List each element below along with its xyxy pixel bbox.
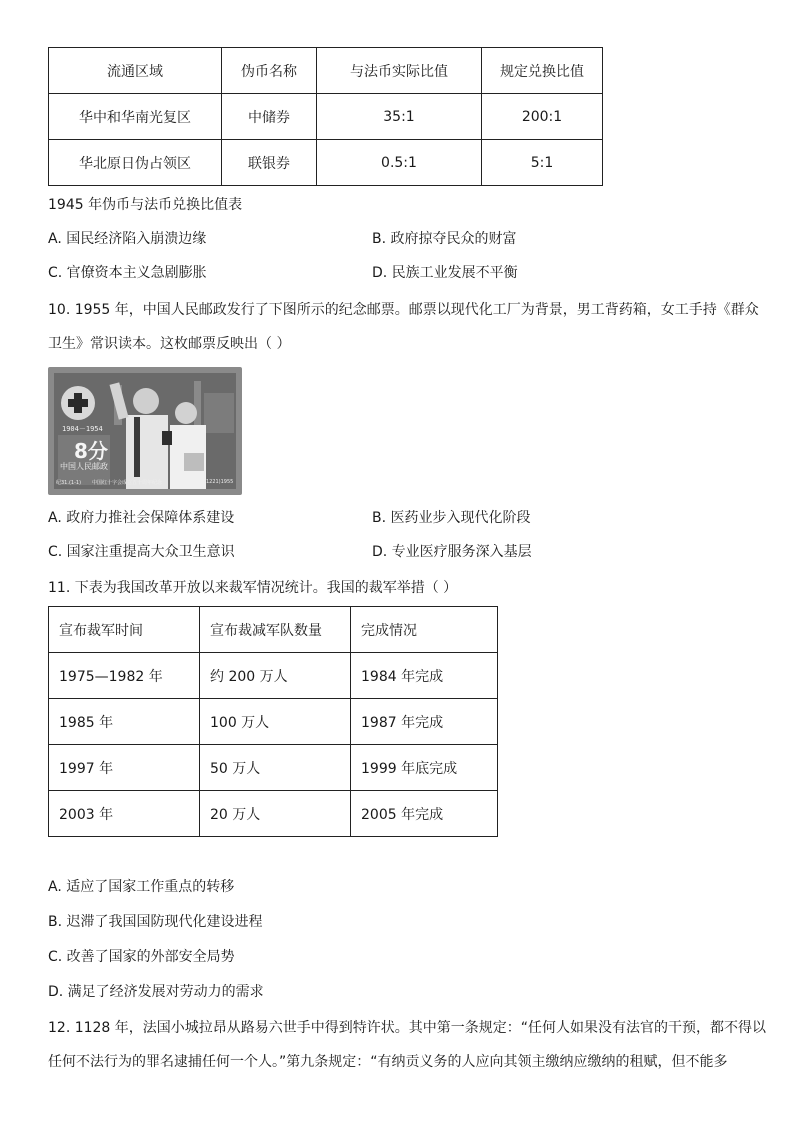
table-row [49,140,603,186]
q10-stem-line1: 10. 1955 年，中国人民邮政发行了下图所示的纪念邮票。邮票以现代化工厂为背景，男工背药箱，女工手持《群众 [48,302,759,318]
table-header-row [49,607,498,653]
q11-stem: 11. 下表为我国改革开放以来裁军情况统计。我国的裁军举措（ ） [48,580,458,596]
table-cell: 100 万人 [200,699,351,745]
male-worker-figure [133,388,159,414]
disarmament-table [48,606,498,837]
stamp-value: 8分 [74,439,108,463]
stamp-code-right: (1221)1955 [204,479,234,485]
table-cell: 5:1 [482,140,603,186]
q9-option-c[interactable]: C. 官僚资本主义急剧膨胀 [48,265,207,281]
currency-exchange-table [48,47,603,186]
q11-option-d[interactable]: D. 满足了经济发展对劳动力的需求 [48,984,264,1000]
table-row [49,653,498,699]
q9-option-d[interactable]: D. 民族工业发展不平衡 [372,265,518,281]
table-row [49,791,498,837]
female-worker-figure [175,402,197,424]
stamp-years: 1904－1954 [62,425,103,433]
health-booklet-icon [184,453,204,471]
table-cell: 50 万人 [200,745,351,791]
stamp-background [54,373,236,489]
commemorative-stamp-image [48,367,242,495]
stamp-issuer: 中国人民邮政 [60,462,108,471]
q11-option-a[interactable]: A. 适应了国家工作重点的转移 [48,879,235,895]
q12-stem-line1: 12. 1128 年，法国小城拉昂从路易六世手中得到特许状。其中第一条规定：“任何人如果没有法官的干预，都不得以 [48,1020,767,1036]
table-header-row [49,48,603,94]
q10-option-c[interactable]: C. 国家注重提高大众卫生意识 [48,544,235,560]
q10-stem-line2: 卫生》常识读本。这枚邮票反映出（ ） [48,336,291,352]
table-row [49,699,498,745]
table-cell: 1984 年完成 [351,653,498,699]
table-row [49,745,498,791]
table-cell: 20 万人 [200,791,351,837]
table-header-cell: 宣布裁军时间 [49,607,200,653]
table-caption: 1945 年伪币与法币兑换比值表 [48,197,243,213]
table-header-cell: 伪币名称 [222,48,317,94]
q10-option-d[interactable]: D. 专业医疗服务深入基层 [372,544,532,560]
table-header-cell: 规定兑换比值 [482,48,603,94]
table-cell: 约 200 万人 [200,653,351,699]
table-cell: 1975—1982 年 [49,653,200,699]
table-header-cell: 宣布裁减军队数量 [200,607,351,653]
table-cell: 1985 年 [49,699,200,745]
table-cell: 2005 年完成 [351,791,498,837]
stamp-caption: 中国红十字会成立五十周年纪念 [92,480,163,486]
table-row [49,94,603,140]
table-cell: 华北原日伪占领区 [49,140,222,186]
q10-option-a[interactable]: A. 政府力推社会保障体系建设 [48,510,235,526]
table-cell: 中储券 [222,94,317,140]
table-cell: 联银券 [222,140,317,186]
table-cell: 0.5:1 [317,140,482,186]
table-cell: 200:1 [482,94,603,140]
table-header-cell: 完成情况 [351,607,498,653]
table-header-cell: 流通区域 [49,48,222,94]
stamp-code-left: 纪31.(1-1) [56,480,82,486]
table-cell: 1999 年底完成 [351,745,498,791]
q9-option-b[interactable]: B. 政府掠夺民众的财富 [372,231,517,247]
q12-stem-line2: 任何不法行为的罪名逮捕任何一个人。”第九条规定：“有纳贡义务的人应向其领主缴纳应缴纳的租赋，但不能多 [48,1054,728,1070]
table-cell: 华中和华南光复区 [49,94,222,140]
q9-option-a[interactable]: A. 国民经济陷入崩溃边缘 [48,231,207,247]
table-cell: 2003 年 [49,791,200,837]
table-cell: 1987 年完成 [351,699,498,745]
q11-option-c[interactable]: C. 改善了国家的外部安全局势 [48,949,235,965]
q10-option-b[interactable]: B. 医药业步入现代化阶段 [372,510,531,526]
table-header-cell: 与法币实际比值 [317,48,482,94]
table-cell: 1997 年 [49,745,200,791]
q11-option-b[interactable]: B. 迟滞了我国国防现代化建设进程 [48,914,263,930]
table-cell: 35:1 [317,94,482,140]
